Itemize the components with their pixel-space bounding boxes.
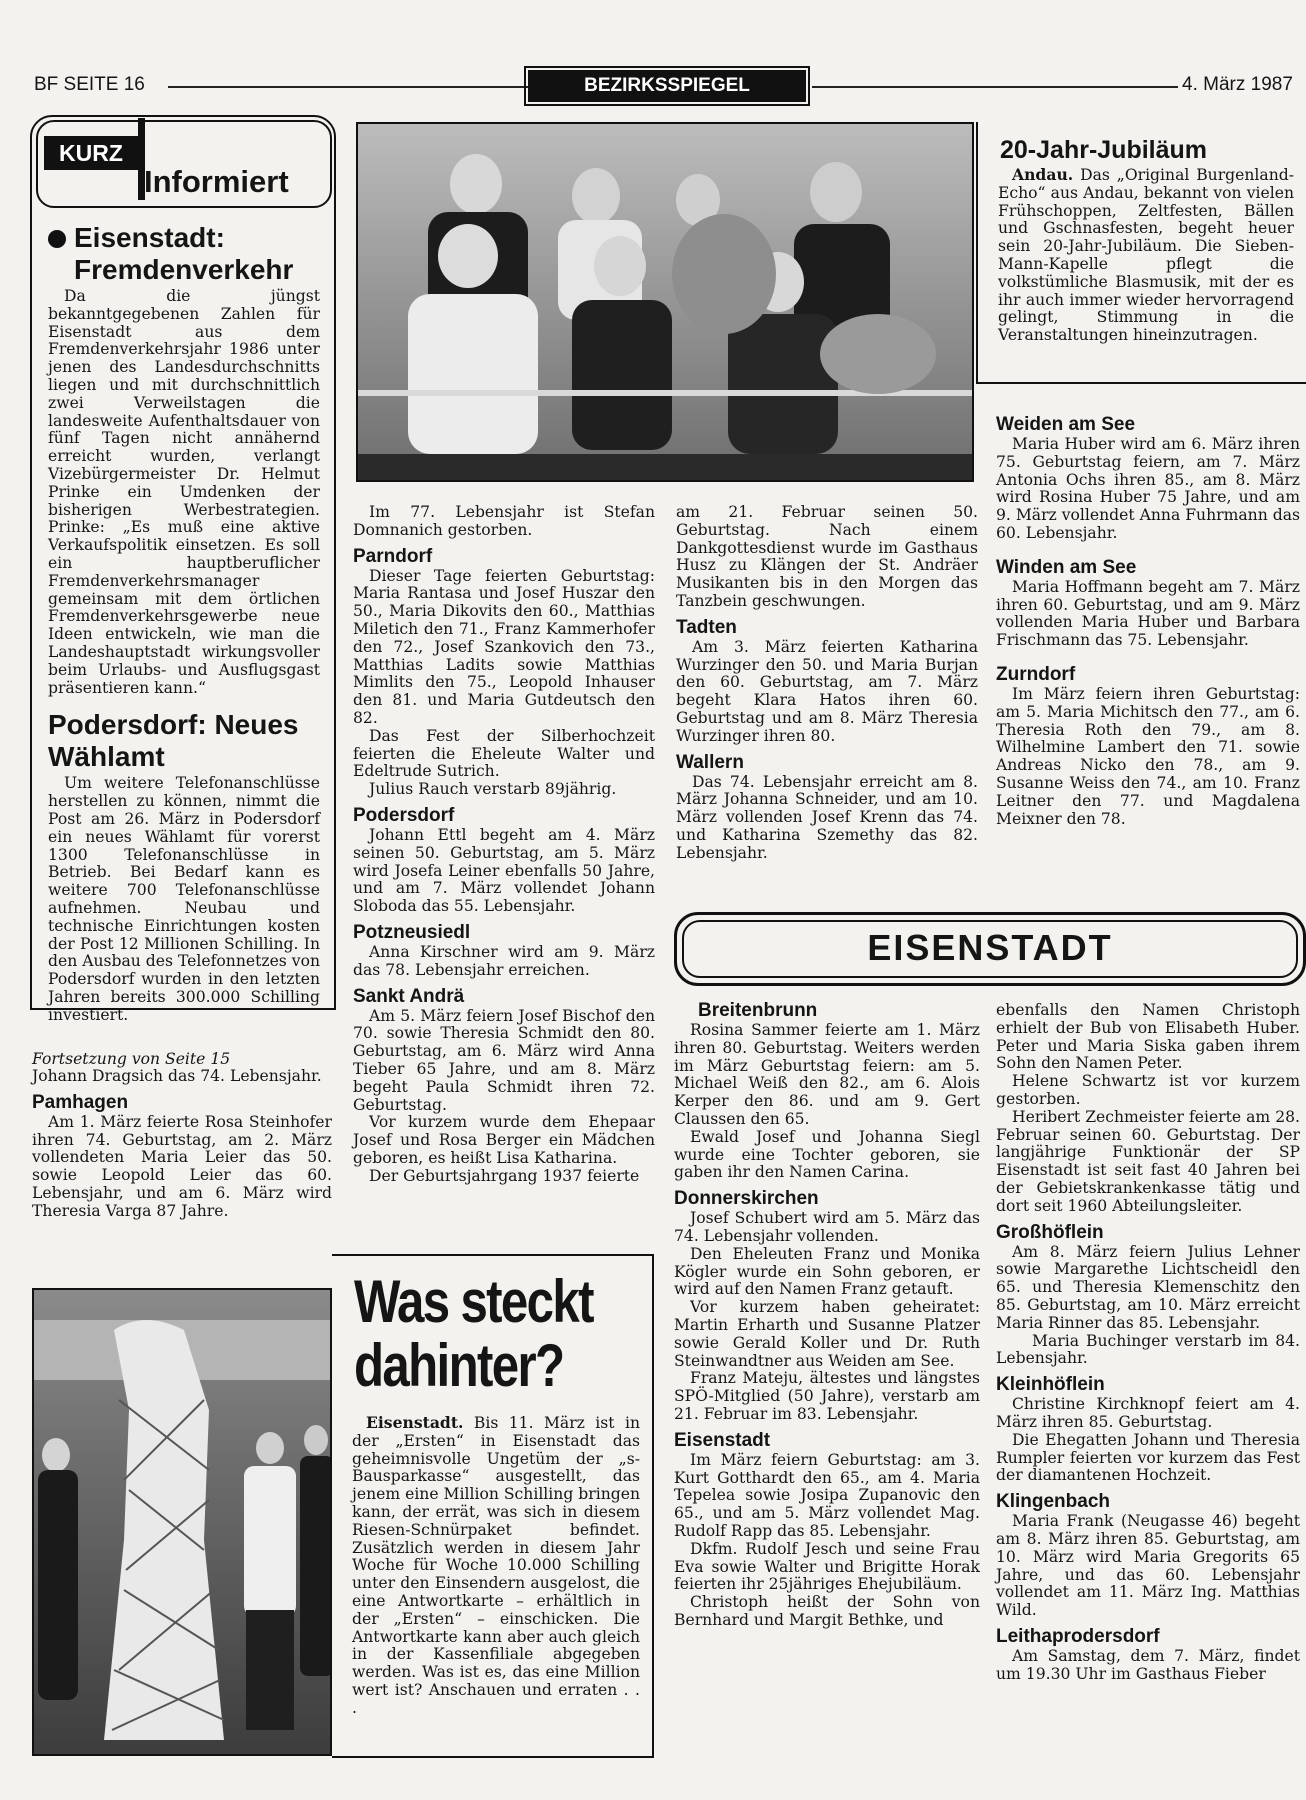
issue-date: 4. März 1987	[1182, 74, 1293, 95]
dragsich-text: Johann Dragsich das 74. Lebensjahr.	[32, 1067, 322, 1085]
wallern-heading: Wallern	[676, 751, 744, 773]
fremdenverkehr-heading: Eisenstadt: Fremdenverkehr	[74, 222, 294, 285]
package-photo-image	[34, 1290, 332, 1756]
wallern-text: Das 74. Lebensjahr erreicht am 8. März Johanna Schneider, und am 10. März vollenden Josef Krenn das 74. und Katharina Szemethy das 82. Lebensjahr.	[676, 772, 978, 862]
wsd-text	[352, 1414, 640, 1718]
eisenstadt-text-3: Christoph heißt der Sohn von Bernhard und Margit Bethke, und	[674, 1593, 980, 1629]
eisenstadt-text-1: Im März feiern Geburtstag: am 3. Kurt Gotthardt den 65., am 4. Maria Tepelea sowie Josipa Zupanovic den 65., und am 5. März vollendet Mag. Rudolf Rapp das 85. Lebensjahr.	[674, 1450, 980, 1540]
kurz-tag: KURZ	[44, 136, 138, 170]
zurndorf-text: Im März feiern ihren Geburtstag: am 5. Maria Michitsch den 77., am 6. Theresia Roth den 79., am 8. Wilhelmine Lambert den 71. sowie Andreas Nicko den 78., am 9. Susanne Weiss den 74., am 10. Franz Leitner den 77. und Magdalena Meixner den 78.	[996, 684, 1300, 828]
kleinhoeflein-heading: Kleinhöflein	[996, 1374, 1105, 1396]
sankt-andrae-cont: am 21. Februar seinen 50. Geburtstag. Nach einem Dankgottesdienst wurde im Gasthaus Husz zu Klängen der St. Andräer Musikanten bis in den Morgen das Tanzbein geschwungen.	[676, 503, 978, 610]
band-photo	[356, 122, 974, 482]
leithaprodersdorf-heading: Leithaprodersdorf	[996, 1625, 1160, 1647]
parndorf-heading: Parndorf	[353, 545, 433, 567]
eisenstadt-heading: Eisenstadt	[674, 1429, 771, 1451]
wsd-lead: Eisenstadt.	[366, 1413, 464, 1432]
pamhagen-heading: Pamhagen	[32, 1091, 129, 1113]
parndorf-text-2: Das Fest der Silberhochzeit feierten die Eheleute Walter und Edeltrude Sutrich.	[353, 726, 655, 781]
klingenbach-heading: Klingenbach	[996, 1491, 1111, 1513]
domnanich-text: Im 77. Lebensjahr ist Stefan Domnanich gestorben.	[353, 503, 655, 539]
col2	[353, 504, 655, 1186]
header-rule-right	[812, 86, 1178, 88]
jubilaeum-lead: Andau.	[1012, 165, 1074, 184]
kleinhoeflein-text-1: Christine Kirchknopf feiert am 4. März ihren 85. Geburtstag.	[996, 1395, 1300, 1431]
package-photo	[32, 1288, 332, 1756]
col4	[996, 408, 1300, 828]
band-photo-image	[358, 124, 974, 482]
parndorf-text-1: Dieser Tage feierten Geburtstag: Maria Rantasa und Josef Huszar den 50., Maria Dikovits den 60., Matthias Miletich den 71., Franz Kammerhofer den 72., Josef Szankovich den 73., Matthias Ladits sowie Matthias Mimlits den 75., Leopold Inhauser den 81. und Maria Gutdeutsch den 82.	[353, 566, 655, 727]
fortsetzung-note: Fortsetzung von Seite 15	[32, 1050, 231, 1068]
podersdorf-col-heading: Podersdorf	[353, 804, 455, 826]
eisenstadt-text-2: Dkfm. Rudolf Jesch und seine Frau Eva sowie Walter und Brigitte Horak feierten ihr 25jähriges Ehejubiläum.	[674, 1539, 980, 1594]
donnerskirchen-text-1: Josef Schubert wird am 5. März das 74. Lebensjahr vollenden.	[674, 1209, 980, 1245]
grosshoeflein-heading: Großhöflein	[996, 1221, 1104, 1243]
col3	[676, 504, 978, 863]
donnerskirchen-heading: Donnerskirchen	[674, 1188, 819, 1210]
col5	[674, 994, 980, 1630]
bullet-icon	[48, 230, 66, 248]
fremdenverkehr-text: Da die jüngst bekanntgegebenen Zahlen für Eisenstadt aus dem Fremdenverkehrsjahr 1986 unter jenen des Landesdurchschnitts liegen und mit durchschnittlich zwei Verweilstagen die landesweite Aufenthaltsdauer von fünf Tagen nicht annähernd erreicht wurden, verlangt Vizebürgermeister Dr. Helmut Prinke ein Umdenken der bisherigen Werbestrategien. Prinke: „Es muß eine aktive Verkaufspolitik einsetzen. Es soll ein hauptberuflicher Fremdenverkehrsmanager gemeinsam mit dem örtlichen Fremdenverkehrsgewerbe neue Ideen entwickeln, wie man die Landeshauptstadt wirkungsvoller beim Urlaubs- und Ausflugsgast präsentieren kann.“	[48, 287, 320, 697]
jubilaeum-body: Das „Original Burgenland-Echo“ aus Andau, bekannt von vielen Frühschoppen, Zeltfesten, Bällen und Gschnasfesten, begeht heuer sein 20-Jahr-Jubiläum. Die Sieben-Mann-Kapelle pflegt die volkstümliche Blasmusik, mit der es ihr auch immer wieder hervorragend gelingt, Stimmung in die Veranstaltungen hineinzutragen.	[998, 166, 1294, 345]
page-number: BF SEITE 16	[34, 74, 145, 95]
col1-article	[48, 222, 320, 1024]
winden-text: Maria Hoffmann begeht am 7. März ihren 60. Geburtstag, und am 9. März vollenden Maria Huber und Barbara Frischmann das 75. Lebensjahr.	[996, 577, 1300, 650]
zurndorf-heading: Zurndorf	[996, 663, 1076, 685]
weiden-text: Maria Huber wird am 6. März ihren 75. Geburtstag feiern, am 7. März Antonia Ochs ihren 85., am 8. März wird Rosina Huber 75 Jahre, und am 9. März vollendet Anna Fuhrmann das 60. Lebensjahr.	[996, 435, 1300, 542]
breitenbrunn-heading: Breitenbrunn	[698, 1000, 818, 1021]
grosshoeflein-text-2: Maria Buchinger verstarb im 84. Lebensjahr.	[996, 1331, 1300, 1368]
eisenstadt-cont: ebenfalls den Namen Christoph erhielt der Bub von Elisabeth Huber. Peter und Maria Siska gaben ihrem Sohn den Namen Peter.	[996, 1001, 1300, 1073]
leithaprodersdorf-text: Am Samstag, dem 7. März, findet um 19.30 Uhr im Gasthaus Fieber	[996, 1646, 1300, 1683]
jubilaeum-title: 20-Jahr-Jubiläum	[1000, 136, 1208, 164]
tadten-heading: Tadten	[676, 616, 737, 638]
jubilaeum-box	[976, 122, 1306, 384]
header-rule-left	[168, 86, 528, 88]
zechmeister-text: Heribert Zechmeister feierte am 28. Februar seinen 60. Geburtstag. Der langjährige Funktionär der SP Eisenstadt ist seit fast 40 Jahren bei der Gebietskrankenkasse tätig und dort seit 1960 Abteilungsleiter.	[996, 1107, 1300, 1215]
winden-heading: Winden am See	[996, 556, 1137, 578]
col6	[996, 1002, 1300, 1684]
donnerskirchen-text-3: Vor kurzem haben geheiratet: Martin Erharth und Susanne Platzer sowie Gerald Koller und Dr. Ruth Steinwandtner aus Weiden am See.	[674, 1298, 980, 1370]
section-title: BEZIRKSSPIEGEL	[528, 70, 806, 102]
eisenstadt-banner-title: EISENSTADT	[867, 927, 1113, 968]
jubilaeum-text	[998, 166, 1294, 345]
breitenbrunn-text-1: Rosina Sammer feierte am 1. März ihren 80. Geburtstag. Weiters werden im März Geburtstag feiern: am 5. Michael Weiß den 82., am 6. Alois Kerper den 86. und am 9. Gert Claussen den 65.	[674, 1021, 980, 1128]
sankt-andrae-heading: Sankt Andrä	[353, 985, 465, 1007]
podersdorf-heading: Podersdorf: Neues Wählamt	[48, 709, 299, 773]
donnerskirchen-text-2: Den Eheleuten Franz und Monika Kögler wurde ein Sohn geboren, er wird auf den Namen Franz getauft.	[674, 1244, 980, 1299]
wsd-box	[332, 1254, 654, 1758]
kleinhoeflein-text-2: Die Ehegatten Johann und Theresia Rumpler feierten vor kurzem das Fest der diamantenen Hochzeit.	[996, 1430, 1300, 1485]
breitenbrunn-text-2: Ewald Josef und Johanna Siegl wurde eine Tochter geboren, sie gaben ihr den Namen Carina.	[674, 1127, 980, 1182]
wsd-body: Bis 11. März ist in der „Ersten“ in Eisenstadt das geheimnisvolle Ungetüm der „s-Bausparkasse“ ausgestellt, das jenem eine Million Schilling bringen kann, der errät, was sich in diesem Riesen-Schnürpaket befindet. Zusätzlich werden in diesem Jahr Woche für Woche 10.000 Schilling unter den Einsendern ausgelost, die eine Antwortkarte – erhältlich in der „Ersten“ – einschicken. Die Antwortkarte kann aber auch gleich in der Kassenfiliale abgegeben werden. Was ist es, das eine Million wert ist? Anschauen und erraten . . .	[352, 1414, 640, 1717]
podersdorf-col-text: Johann Ettl begeht am 4. März seinen 50. Geburtstag, am 5. März wird Josefa Leiner ebenfalls 50 Jahre, und am 7. März vollendet Johann Sloboda das 55. Lebensjahr.	[353, 825, 655, 916]
potzneusiedl-heading: Potzneusiedl	[353, 921, 471, 943]
kurz-title: Informiert	[144, 164, 289, 199]
sankt-andrae-text-3: Der Geburtsjahrgang 1937 feierte	[369, 1166, 640, 1185]
podersdorf-text: Um weitere Telefonanschlüsse herstellen zu können, nimmt die Post am 26. März in Podersdorf ein neues Wählamt für vorerst 1300 Telefonanschlüsse in Betrieb. Bei Bedarf kann es weitere 700 Telefonanschlüsse aufnehmen. Neubau und technische Einrichtungen kosten der Post 12 Millionen Schilling. In den Ausbau des Telefonnetzes von Podersdorf wurden in den letzten Jahren bereits 300.000 Schilling investiert.	[48, 774, 320, 1024]
sankt-andrae-text-2: Vor kurzem wurde dem Ehepaar Josef und Rosa Berger ein Mädchen geboren, es heißt Lisa Katharina.	[353, 1113, 655, 1167]
wsd-title: Was steckt dahinter?	[354, 1268, 593, 1399]
sankt-andrae-text-1: Am 5. März feiern Josef Bischof den 70. sowie Theresia Schmidt den 80. Geburtstag, am 6. März wird Anna Tieber 65 Jahre, und am 8. März begeht Paula Schmidt ihren 72. Geburtstag.	[353, 1006, 655, 1114]
klingenbach-text: Maria Frank (Neugasse 46) begeht am 8. März ihren 85. Geburtstag, am 10. März wird Maria Gregorits 65 Jahre, und das 60. Lebensjahr vollendet am 11. März Ing. Matthias Wild.	[996, 1512, 1300, 1620]
grosshoeflein-text-1: Am 8. März feiern Julius Lehner sowie Margarethe Lichtscheidl den 65. und Theresia Klemenschitz den 85. Geburtstag, am 10. März erreicht Maria Rinner das 85. Lebensjahr.	[996, 1242, 1300, 1332]
potzneusiedl-text: Anna Kirschner wird am 9. März das 78. Lebensjahr erreichen.	[353, 942, 655, 979]
pamhagen-text: Am 1. März feierte Rosa Steinhofer ihren 74. Geburtstag, am 2. März vollendeten Maria Leier das 50. sowie Leopold Leier das 60. Lebensjahr, und am 6. März wird Theresia Varga 87 Jahre.	[32, 1112, 332, 1220]
tadten-text: Am 3. März feierten Katharina Wurzinger den 50. und Maria Burjan den 60. Geburtstag, am 7. März begeht Klara Hatos ihren 60. Geburtstag und am 8. März Theresia Wurzinger ihren 80.	[676, 637, 978, 745]
schwartz-text: Helene Schwartz ist vor kurzem gestorben.	[996, 1072, 1300, 1108]
col1-continuation	[32, 1050, 332, 1221]
weiden-heading: Weiden am See	[996, 414, 1136, 435]
parndorf-text-3: Julius Rauch verstarb 89jährig.	[369, 780, 617, 799]
donnerskirchen-text-4: Franz Mateju, ältestes und längstes SPÖ-Mitglied (50 Jahre), verstarb am 21. Februar im 83. Lebensjahr.	[674, 1369, 980, 1423]
